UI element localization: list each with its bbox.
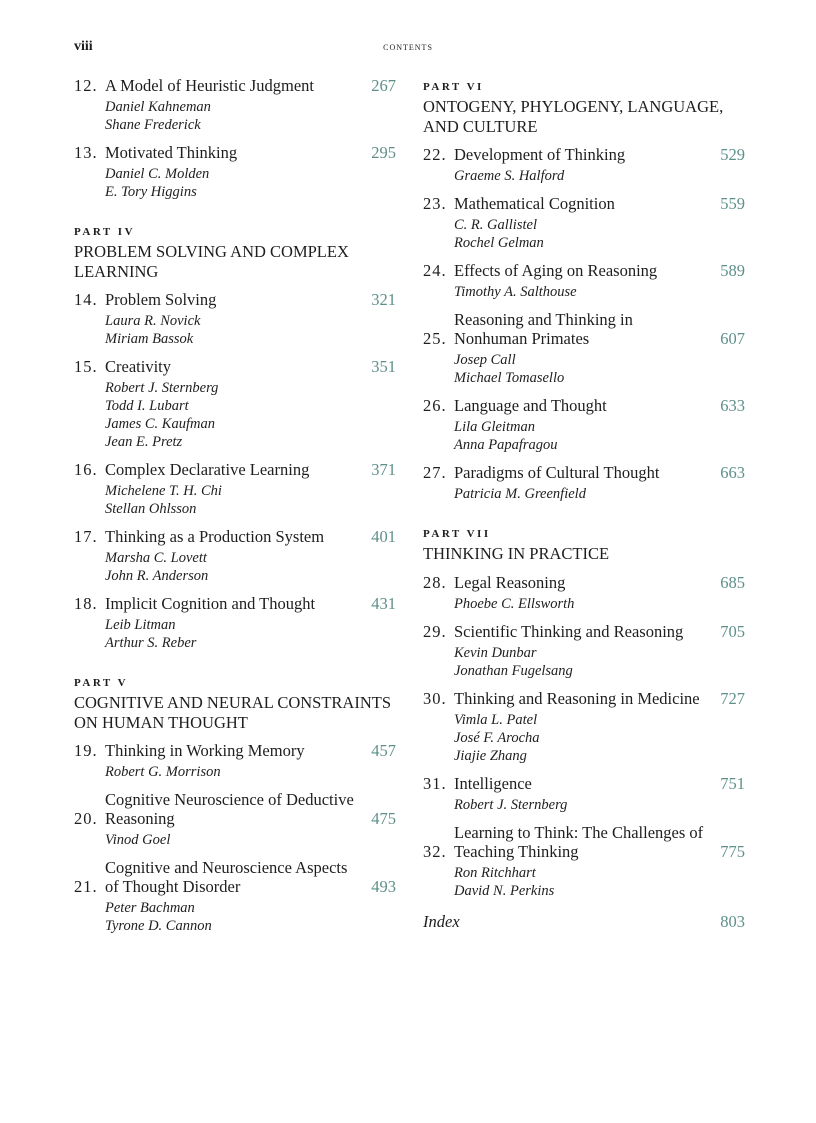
chapter-number: 32. — [423, 841, 447, 861]
author-name: Jiajie Zhang — [454, 747, 527, 764]
toc-entry-row — [74, 790, 396, 828]
author-name: Shane Frederick — [105, 117, 201, 133]
toc-entry[interactable] — [423, 261, 745, 301]
toc-entry[interactable] — [423, 310, 745, 387]
toc-entry[interactable] — [423, 396, 745, 454]
page-folio: viii — [74, 39, 93, 54]
chapter-number: 15. — [74, 357, 98, 376]
toc-entry-row — [74, 741, 396, 760]
chapter-title: Mathematical Cognition — [454, 194, 615, 213]
chapter-title: Effects of Aging on Reasoning — [454, 261, 658, 280]
chapter-page-number: 475 — [371, 809, 396, 828]
chapter-page-number: 727 — [720, 688, 745, 708]
chapter-page-number: 751 — [720, 773, 745, 793]
author-name: Josep Call — [454, 352, 516, 368]
chapter-authors — [423, 864, 745, 900]
chapter-number: 23. — [423, 194, 447, 213]
chapter-title: Reasoning and Thinking in Nonhuman Primates — [454, 310, 633, 348]
chapter-title: Learning to Think: The Challenges of Teaching Thinking — [454, 822, 704, 861]
toc-entry[interactable] — [423, 774, 745, 814]
author-name: Miriam Bassok — [105, 331, 194, 347]
part-title: PROBLEM SOLVING AND COMPLEX LEARNING — [74, 242, 349, 281]
toc-entry[interactable] — [74, 357, 396, 451]
toc-entry[interactable] — [74, 790, 396, 849]
toc-entry-row — [423, 145, 745, 164]
part-title: THINKING IN PRACTICE — [423, 544, 610, 563]
author-name: Lila Gleitman — [454, 419, 535, 435]
chapter-page-number: 663 — [720, 463, 745, 482]
author-name: Phoebe C. Ellsworth — [454, 595, 575, 612]
chapter-page-number: 559 — [720, 194, 745, 213]
part-entries — [74, 741, 396, 935]
page-header — [74, 39, 742, 59]
author-name: Daniel Kahneman — [105, 99, 211, 115]
toc-entry-row — [74, 527, 396, 546]
chapter-page-number: 529 — [720, 145, 745, 164]
toc-entry[interactable] — [74, 460, 396, 518]
chapter-number: 14. — [74, 290, 98, 309]
part-entries — [423, 145, 745, 503]
author-name: Patricia M. Greenfield — [454, 486, 586, 502]
part-entries — [423, 573, 745, 900]
chapter-number: 22. — [423, 145, 447, 164]
author-name: José F. Arocha — [454, 729, 540, 746]
author-name: Jonathan Fugelsang — [454, 662, 573, 679]
author-name: David N. Perkins — [454, 882, 555, 899]
chapter-authors — [423, 796, 745, 814]
chapter-authors — [423, 485, 745, 503]
chapter-authors — [74, 899, 396, 935]
toc-entry[interactable] — [423, 463, 745, 503]
chapter-page-number: 457 — [371, 741, 396, 760]
chapter-authors — [423, 216, 745, 252]
author-name: C. R. Gallistel — [454, 217, 537, 233]
chapter-number: 19. — [74, 741, 98, 760]
chapter-page-number: 607 — [720, 329, 745, 348]
chapter-authors — [74, 616, 396, 652]
toc-right-column — [423, 76, 745, 932]
part-iv — [74, 225, 396, 652]
chapter-title: Cognitive Neuroscience of Deductive Reasoning — [105, 790, 354, 828]
author-name: Ron Ritchhart — [454, 864, 536, 881]
chapter-title: Creativity — [105, 357, 171, 376]
part-label: PART VI — [423, 81, 484, 93]
chapter-authors — [423, 418, 745, 454]
chapter-page-number: 295 — [371, 143, 396, 162]
author-name: Kevin Dunbar — [454, 644, 537, 661]
chapter-authors — [423, 711, 745, 765]
toc-entry[interactable] — [423, 823, 745, 900]
index-page-number: 803 — [720, 911, 745, 931]
toc-entry-row — [423, 463, 745, 482]
part-entries — [74, 290, 396, 652]
toc-entry[interactable] — [74, 143, 396, 201]
chapter-page-number: 351 — [371, 357, 396, 376]
chapter-authors — [74, 165, 396, 201]
toc-entry[interactable] — [423, 622, 745, 680]
toc-entry[interactable] — [74, 741, 396, 781]
toc-entry-row — [74, 357, 396, 376]
chapter-title: Development of Thinking — [454, 145, 626, 164]
toc-entry-row — [423, 261, 745, 280]
index-title: Index — [423, 911, 460, 931]
toc-entry-row — [423, 310, 745, 348]
toc-entry[interactable] — [74, 858, 396, 935]
toc-entry[interactable] — [423, 689, 745, 765]
toc-entry-row — [74, 858, 396, 896]
chapter-authors — [74, 312, 396, 348]
part-title: COGNITIVE AND NEURAL CONSTRAINTS ON HUMAN THOUGHT — [74, 693, 392, 732]
author-name: Jean E. Pretz — [105, 434, 183, 450]
author-name: Leib Litman — [105, 617, 176, 633]
toc-entry-row — [74, 290, 396, 309]
author-name: Tyrone D. Cannon — [105, 918, 212, 934]
author-name: Graeme S. Halford — [454, 168, 565, 184]
toc-entry-row — [74, 460, 396, 479]
part-v — [74, 676, 396, 935]
chapter-authors — [74, 482, 396, 518]
toc-entry[interactable] — [74, 290, 396, 348]
author-name: Marsha C. Lovett — [105, 550, 207, 566]
author-name: James C. Kaufman — [105, 416, 215, 432]
part-vii — [423, 527, 745, 900]
lead-entries — [74, 76, 396, 201]
toc-entry-row — [423, 396, 745, 415]
toc-entry[interactable] — [74, 527, 396, 585]
chapter-number: 17. — [74, 527, 98, 546]
chapter-page-number: 493 — [371, 877, 396, 896]
chapter-number: 13. — [74, 143, 98, 162]
author-name: Peter Bachman — [105, 900, 195, 916]
toc-entry[interactable] — [423, 573, 745, 613]
part-label: PART VII — [423, 528, 491, 540]
chapter-title: Thinking and Reasoning in Medicine — [454, 688, 700, 708]
chapter-title: Scientific Thinking and Reasoning — [454, 621, 684, 641]
chapter-authors — [74, 549, 396, 585]
toc-entry-row — [74, 143, 396, 162]
chapter-number: 25. — [423, 329, 447, 348]
chapter-authors — [423, 167, 745, 185]
author-name: Vinod Goel — [105, 832, 171, 848]
part-label: PART IV — [74, 226, 136, 238]
part-label: PART V — [74, 677, 129, 689]
author-name: Timothy A. Salthouse — [454, 284, 577, 300]
chapter-number: 18. — [74, 594, 98, 613]
chapter-number: 21. — [74, 877, 98, 896]
chapter-number: 31. — [423, 773, 447, 793]
toc-entry[interactable] — [74, 594, 396, 652]
chapter-authors — [423, 351, 745, 387]
chapter-authors — [74, 831, 396, 849]
chapter-authors — [74, 98, 396, 134]
running-title: contents — [383, 41, 433, 53]
author-name: Todd I. Lubart — [105, 398, 189, 414]
author-name: Michelene T. H. Chi — [105, 483, 222, 499]
author-name: Daniel C. Molden — [105, 166, 210, 182]
chapter-number: 12. — [74, 76, 98, 95]
chapter-number: 29. — [423, 621, 447, 641]
chapter-title: Problem Solving — [105, 290, 217, 309]
author-name: Robert G. Morrison — [105, 764, 221, 780]
chapter-title: Thinking in Working Memory — [105, 741, 305, 760]
chapter-title: Thinking as a Production System — [105, 527, 325, 546]
author-name: Michael Tomasello — [454, 370, 565, 386]
author-name: John R. Anderson — [105, 568, 209, 584]
chapter-page-number: 633 — [720, 396, 745, 415]
chapter-number: 20. — [74, 809, 98, 828]
chapter-title: Motivated Thinking — [105, 143, 238, 162]
chapter-number: 26. — [423, 396, 447, 415]
toc-entry-row — [423, 774, 745, 793]
chapter-page-number: 371 — [371, 460, 396, 479]
author-name: Vimla L. Patel — [454, 711, 538, 728]
part-title: ONTOGENY, PHYLOGENY, LANGUAGE, AND CULTURE — [423, 97, 724, 136]
chapter-page-number: 705 — [720, 621, 745, 641]
chapter-title: Implicit Cognition and Thought — [105, 594, 316, 613]
chapter-number: 30. — [423, 688, 447, 708]
chapter-number: 24. — [423, 261, 447, 280]
author-name: Laura R. Novick — [105, 313, 201, 329]
chapter-page-number: 589 — [720, 261, 745, 280]
toc-entry[interactable] — [74, 76, 396, 134]
toc-entry[interactable] — [423, 145, 745, 185]
author-name: Anna Papafragou — [454, 437, 558, 453]
chapter-title: Cognitive and Neuroscience Aspects of Thought Disorder — [105, 858, 348, 896]
chapter-authors — [74, 763, 396, 781]
chapter-page-number: 685 — [720, 572, 745, 592]
chapter-authors — [423, 595, 745, 613]
chapter-title: Language and Thought — [454, 396, 607, 415]
chapter-authors — [423, 644, 745, 680]
chapter-number: 28. — [423, 572, 447, 592]
toc-entry[interactable] — [423, 194, 745, 252]
author-name: Robert J. Sternberg — [454, 796, 568, 813]
toc-entry-row — [74, 76, 396, 95]
toc-entry-row — [423, 194, 745, 213]
toc-entry-row — [423, 622, 745, 641]
chapter-authors — [74, 379, 396, 451]
chapter-authors — [423, 283, 745, 301]
chapter-page-number: 775 — [720, 841, 745, 861]
author-name: Rochel Gelman — [454, 235, 544, 251]
chapter-page-number: 321 — [371, 290, 396, 309]
index-entry[interactable] — [423, 912, 745, 932]
chapter-title: Paradigms of Cultural Thought — [454, 463, 660, 482]
chapter-title: Legal Reasoning — [454, 572, 566, 592]
author-name: E. Tory Higgins — [105, 184, 197, 200]
chapter-page-number: 431 — [371, 594, 396, 613]
chapter-title: Complex Declarative Learning — [105, 460, 310, 479]
chapter-page-number: 267 — [371, 76, 396, 95]
toc-entry-row — [74, 594, 396, 613]
chapter-title: A Model of Heuristic Judgment — [105, 76, 314, 95]
chapter-title: Intelligence — [454, 773, 532, 793]
chapter-number: 27. — [423, 463, 447, 482]
toc-entry-row — [423, 689, 745, 708]
chapter-page-number: 401 — [371, 527, 396, 546]
author-name: Stellan Ohlsson — [105, 501, 197, 517]
part-vi — [423, 80, 745, 503]
toc-left-column — [74, 76, 396, 944]
chapter-number: 16. — [74, 460, 98, 479]
author-name: Arthur S. Reber — [105, 635, 197, 651]
toc-entry-row — [423, 823, 745, 861]
toc-entry-row — [423, 573, 745, 592]
author-name: Robert J. Sternberg — [105, 380, 219, 396]
